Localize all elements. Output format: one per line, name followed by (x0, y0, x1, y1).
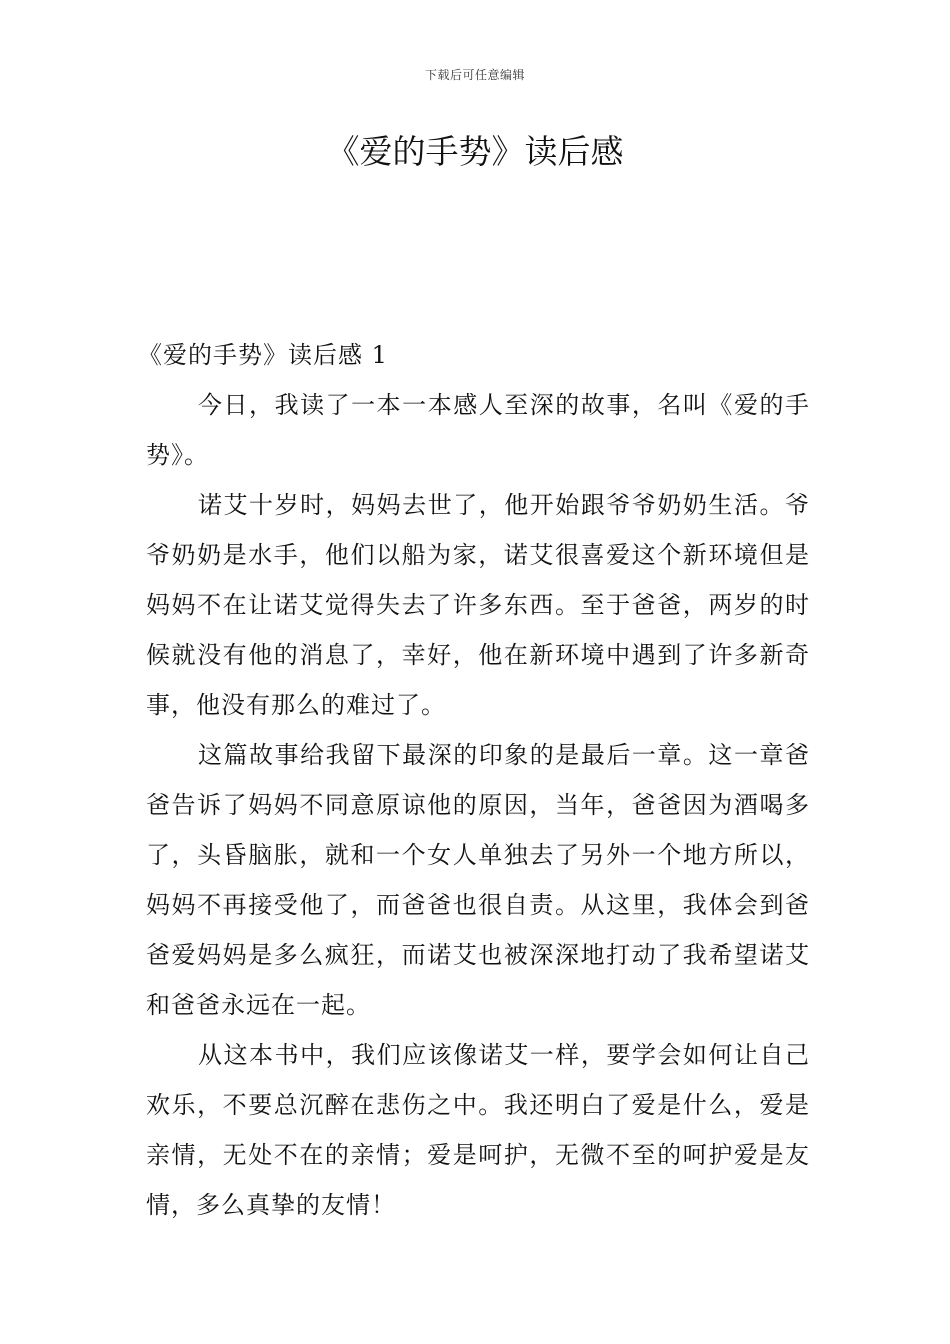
header-note: 下载后可任意编辑 (424, 68, 525, 82)
section-subtitle: 《爱的手势》读后感 1 (138, 341, 388, 369)
paragraph-3: 这篇故事给我留下最深的印象的是最后一章。这一章爸爸告诉了妈妈不同意原谅他的原因，当年，爸爸因为酒喝多了，头昏脑胀，就和一个女人单独去了另外一个地方所以，妈妈不再接受他了，而爸爸也很自责。从这里，我体会到爸爸爱妈妈是多么疯狂，而诺艾也被深深地打动了我希望诺艾和爸爸永远在一起。 (146, 741, 810, 1019)
paragraph-1: 今日，我读了一本一本感人至深的故事，名叫《爱的手势》。 (146, 391, 810, 469)
paragraph-2: 诺艾十岁时，妈妈去世了，他开始跟爷爷奶奶生活。爷爷奶奶是水手，他们以船为家，诺艾很喜爱这个新环境但是妈妈不在让诺艾觉得失去了许多东西。至于爸爸，两岁的时候就没有他的消息了，幸好，他在新环境中遇到了许多新奇事，他没有那么的难过了。 (146, 491, 810, 719)
paragraph-4: 从这本书中，我们应该像诺艾一样，要学会如何让自己欢乐，不要总沉醉在悲伤之中。我还明白了爱是什么，爱是亲情，无处不在的亲情；爱是呵护，无微不至的呵护爱是友情，多么真挚的友情！ (146, 1041, 810, 1219)
document-body (138, 330, 810, 1230)
document-title: 《爱的手势》读后感 (326, 132, 624, 171)
